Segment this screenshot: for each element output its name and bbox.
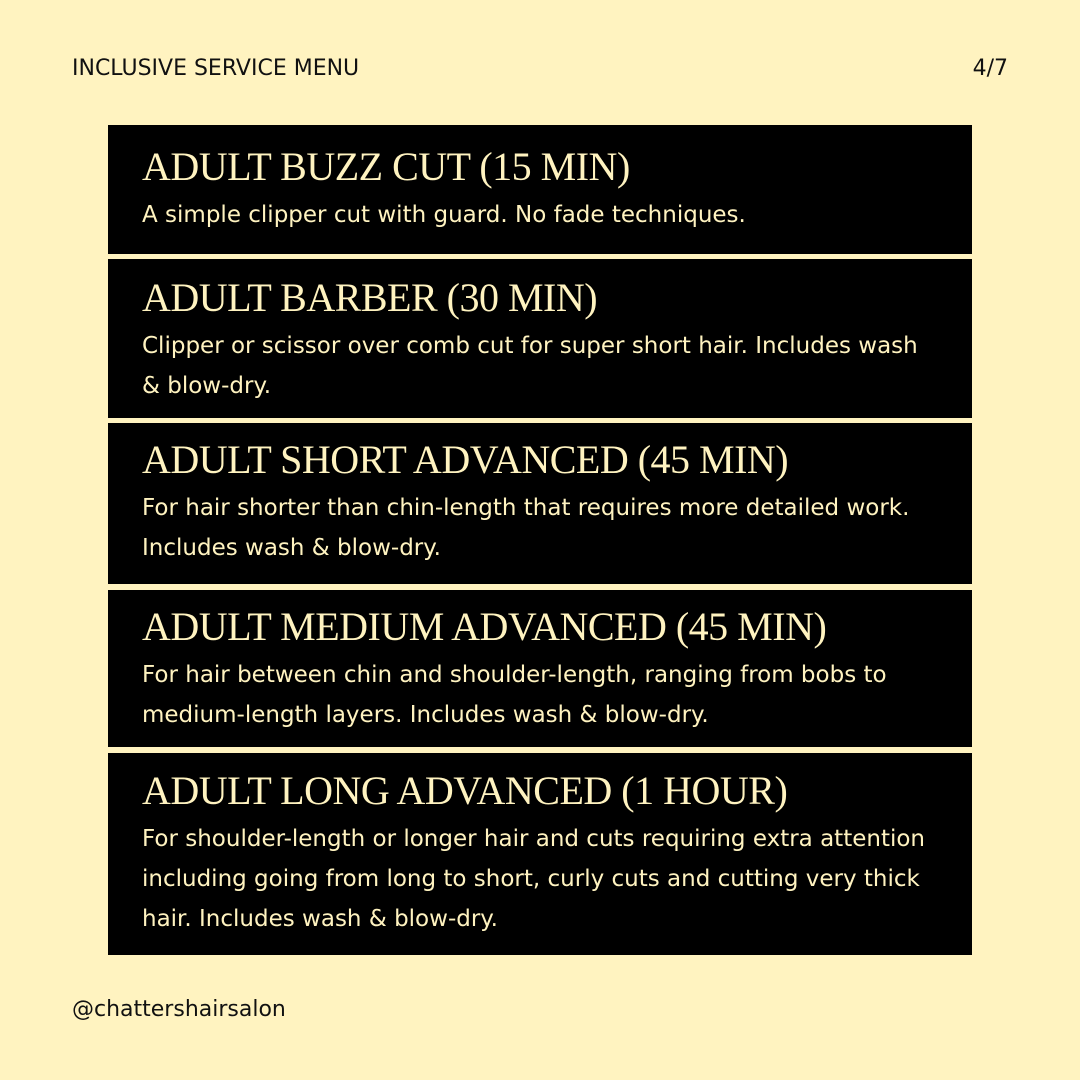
service-card-medium-advanced bbox=[108, 590, 972, 747]
service-title: ADULT BARBER (30 MIN) bbox=[142, 275, 598, 320]
service-title: ADULT BUZZ CUT (15 MIN) bbox=[142, 144, 630, 189]
service-description: A simple clipper cut with guard. No fade techniques. bbox=[142, 202, 746, 228]
service-card-short-advanced bbox=[108, 423, 972, 584]
service-description: For hair between chin and shoulder-length, ranging from bobs to medium-length layers. Includes wash & blow-dry. bbox=[142, 662, 887, 728]
service-title: ADULT LONG ADVANCED (1 HOUR) bbox=[142, 768, 788, 813]
service-description: For shoulder-length or longer hair and cuts requiring extra attention including going from long to short, curly cuts and cutting very thick hair. Includes wash & blow-dry. bbox=[142, 826, 925, 932]
service-title: ADULT MEDIUM ADVANCED (45 MIN) bbox=[142, 604, 827, 649]
service-title: ADULT SHORT ADVANCED (45 MIN) bbox=[142, 437, 789, 482]
service-description: For hair shorter than chin-length that requires more detailed work. Includes wash & blow-dry. bbox=[142, 495, 910, 561]
service-description: Clipper or scissor over comb cut for super short hair. Includes wash & blow-dry. bbox=[142, 333, 918, 399]
social-handle: @chattershairsalon bbox=[72, 997, 286, 1022]
page-title: INCLUSIVE SERVICE MENU bbox=[72, 56, 360, 81]
service-card-long-advanced bbox=[108, 753, 972, 955]
service-card-buzz-cut bbox=[108, 125, 972, 254]
service-card-barber bbox=[108, 259, 972, 418]
page-counter: 4/7 bbox=[972, 56, 1008, 81]
